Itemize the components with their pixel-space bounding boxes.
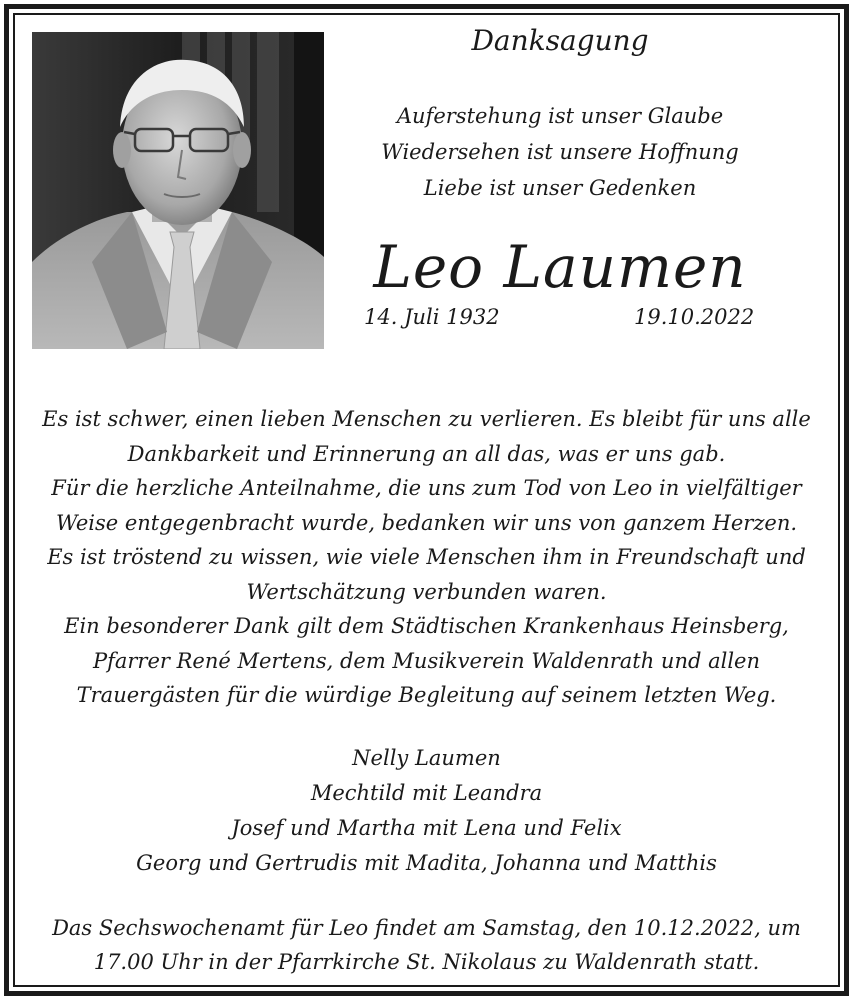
death-date: 19.10.2022	[634, 305, 755, 329]
body-line: Es ist schwer, einen lieben Menschen zu verlieren. Es bleibt für uns alle	[42, 407, 811, 431]
notice-line: Das Sechswochenamt für Leo findet am Samstag, den 10.12.2022, um	[52, 916, 801, 940]
motto-line: Wiedersehen ist unsere Hoffnung	[381, 140, 739, 164]
signature-line: Georg und Gertrudis mit Madita, Johanna und Matthis	[136, 851, 717, 875]
motto-line: Auferstehung ist unser Glaube	[396, 104, 724, 128]
deceased-name: Leo Laumen	[373, 233, 747, 301]
body-line: Trauergästen für die würdige Begleitung auf seinem letzten Weg.	[76, 683, 777, 707]
thank-you-text	[24, 402, 829, 713]
body-line: Es ist tröstend zu wissen, wie viele Menschen ihm in Freundschaft und	[47, 545, 806, 569]
family-signatures	[24, 741, 829, 881]
portrait-photo	[32, 32, 324, 349]
body-line: Pfarrer René Mertens, dem Musikverein Waldenrath und allen	[92, 648, 761, 673]
signature-line: Nelly Laumen	[352, 746, 501, 770]
body-line: Dankbarkeit und Erinnerung an all das, was er uns gab.	[127, 441, 726, 466]
body-line: Weise entgegenbracht wurde, bedanken wir uns von ganzem Herzen.	[55, 510, 798, 535]
heading-danksagung: Danksagung	[471, 24, 649, 57]
signature-line: Josef und Martha mit Lena und Felix	[231, 816, 622, 840]
body-line: Wertschätzung verbunden waren.	[246, 579, 607, 604]
body-line: Ein besonderer Dank gilt dem Städtischen Krankenhaus Heinsberg,	[64, 614, 789, 638]
memorial-mass-notice	[24, 911, 829, 979]
notice-line: 17.00 Uhr in der Pfarrkirche St. Nikolaus zu Waldenrath statt.	[93, 950, 760, 974]
signature-line: Mechtild mit Leandra	[310, 781, 543, 805]
motto-line: Liebe ist unser Gedenken	[423, 176, 697, 200]
motto-verse	[340, 98, 780, 206]
birth-date: 14. Juli 1932	[364, 305, 500, 329]
body-line: Für die herzliche Anteilnahme, die uns zum Tod von Leo in vielfältiger	[51, 476, 802, 500]
